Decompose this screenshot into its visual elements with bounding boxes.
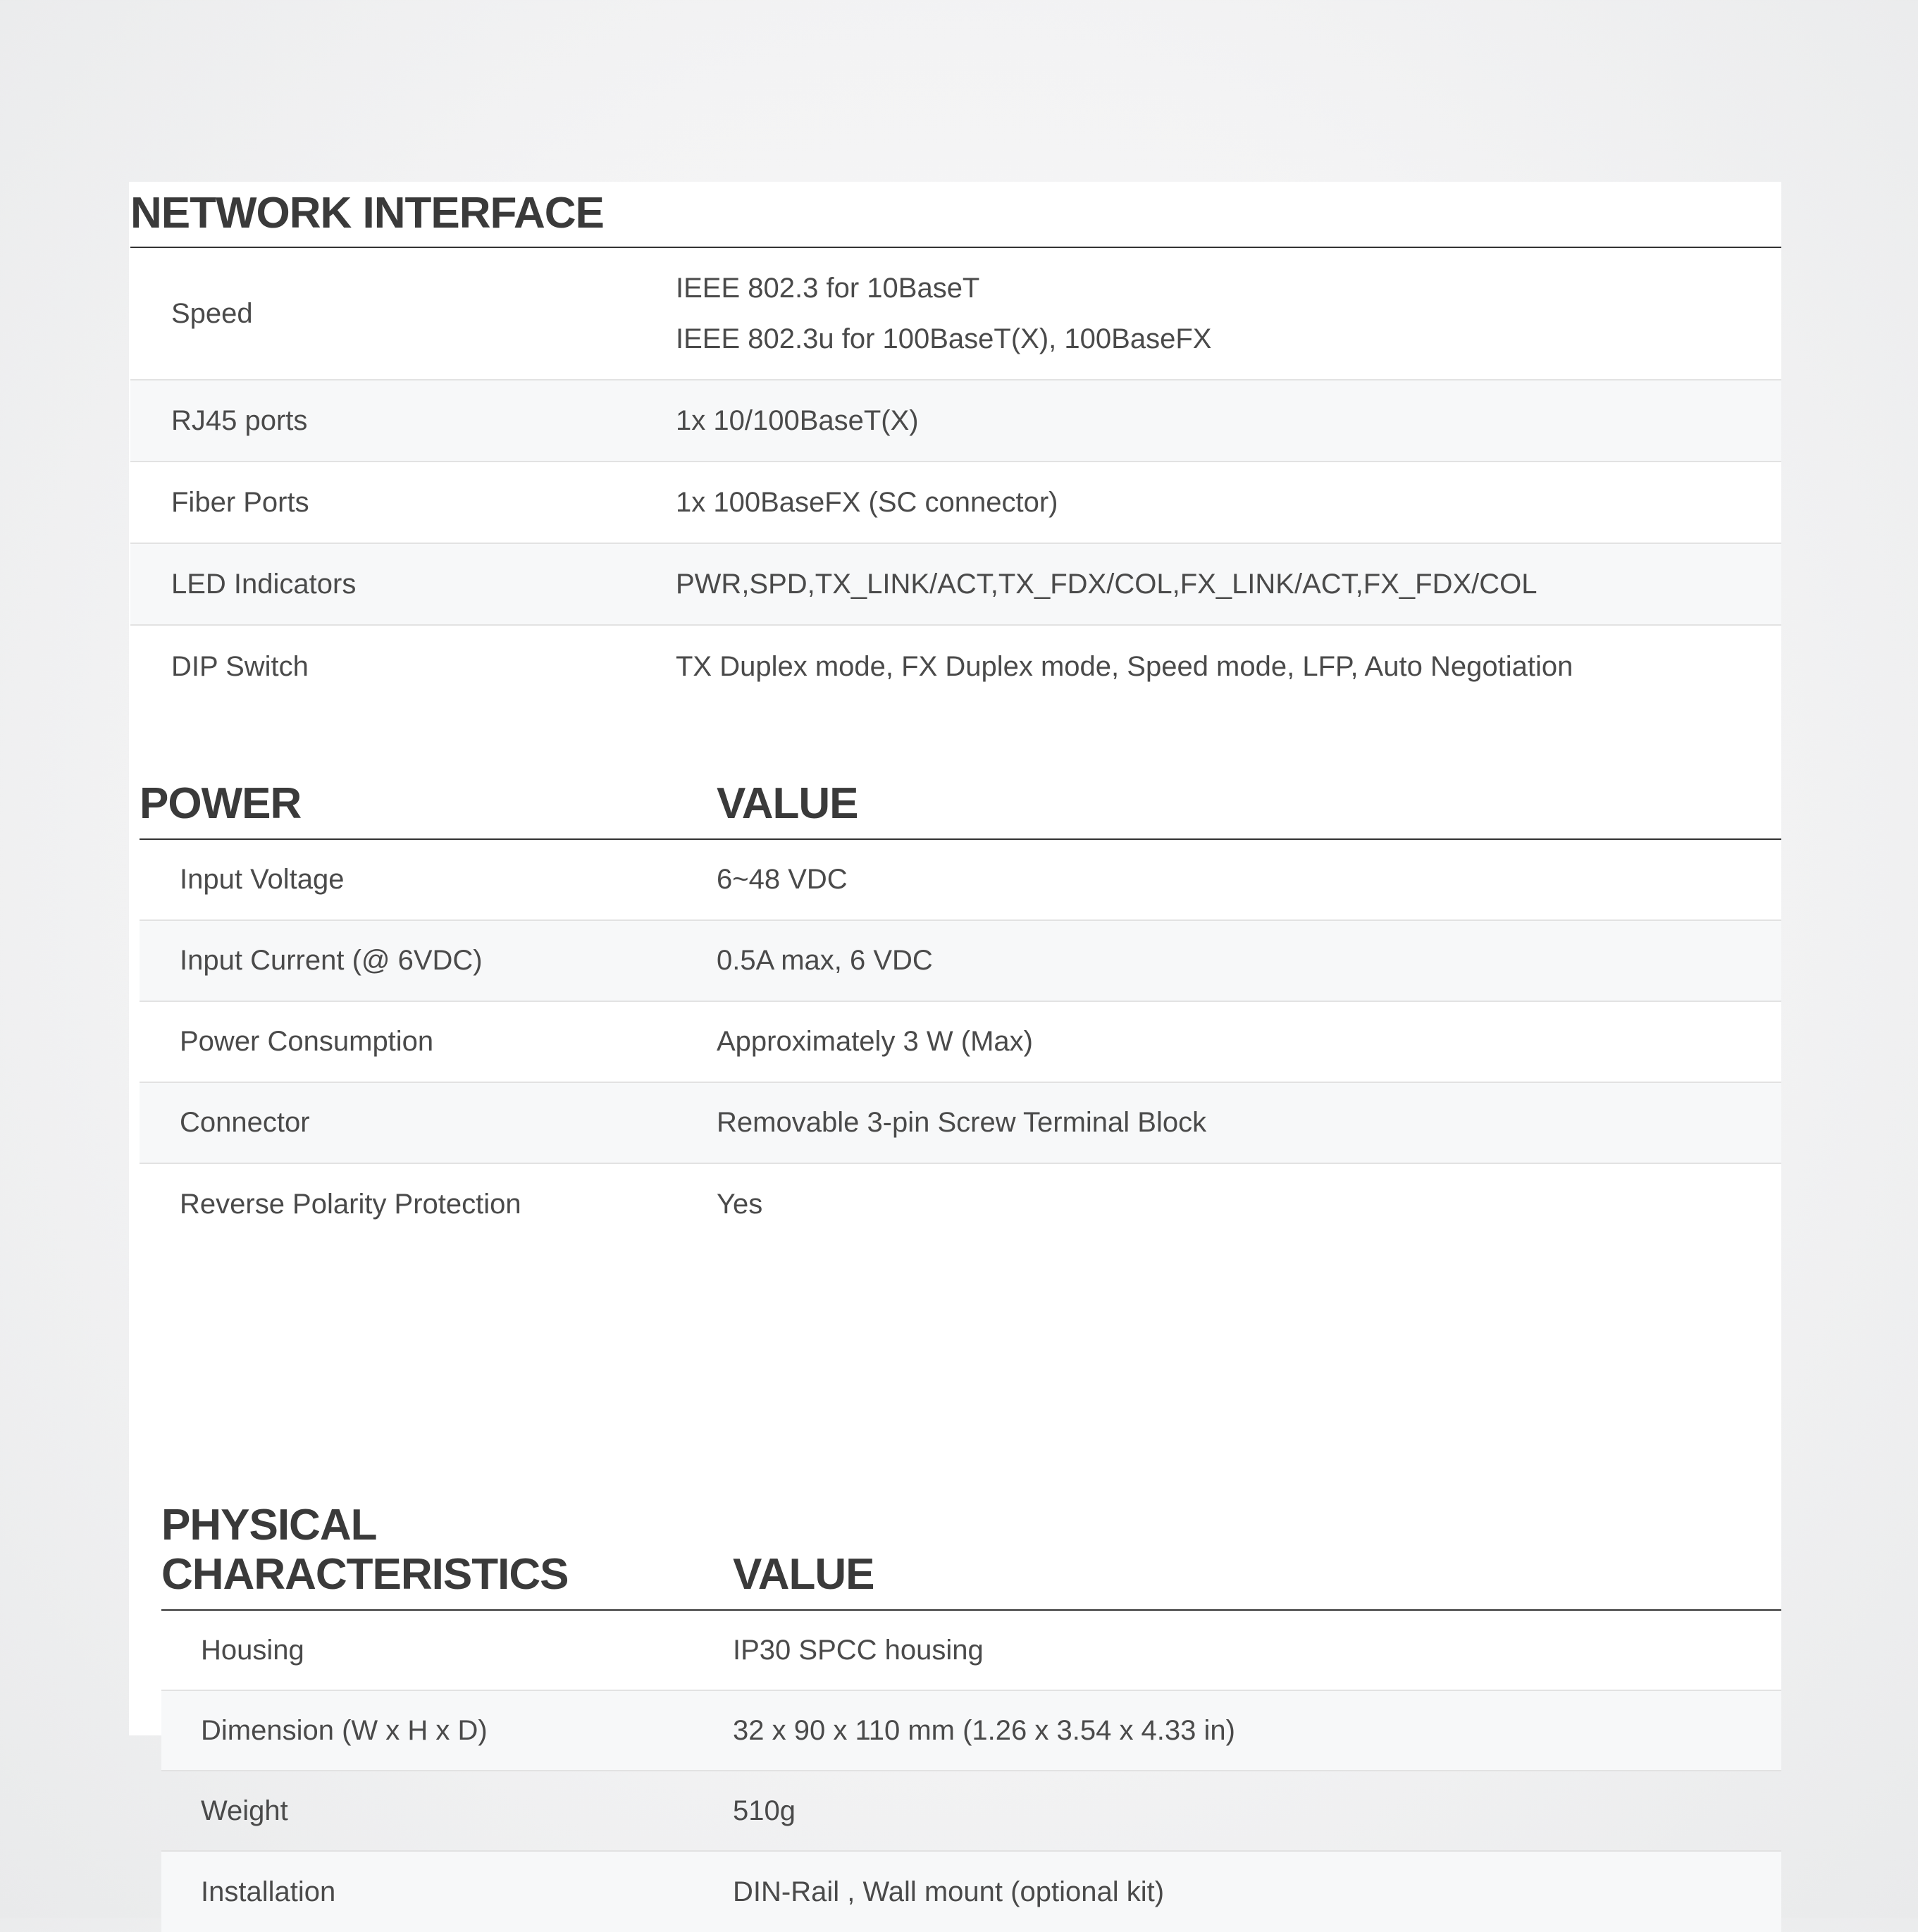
spec-value-line: IEEE 802.3u for 100BaseT(X), 100BaseFX (676, 323, 1212, 354)
spec-value: Approximately 3 W (Max) (717, 1026, 1033, 1057)
spec-row-installation (161, 1852, 1781, 1932)
spec-value: 32 x 90 x 110 mm (1.26 x 3.54 x 4.33 in) (733, 1714, 1235, 1746)
network-interface-section (130, 182, 1781, 707)
power-section-title: POWER (140, 779, 302, 828)
spec-label: Input Voltage (180, 864, 345, 895)
spec-label: Weight (201, 1795, 288, 1826)
spec-row-power-consumption (140, 1002, 1781, 1083)
spec-value: Yes (717, 1189, 763, 1220)
spec-panel (129, 182, 1781, 1907)
spec-label: Dimension (W x H x D) (201, 1714, 488, 1746)
spec-value (676, 263, 1781, 364)
spec-label: RJ45 ports (171, 404, 308, 436)
spec-value: 6~48 VDC (717, 864, 848, 895)
spec-label: Housing (201, 1634, 304, 1666)
spec-row-housing (161, 1611, 1781, 1691)
spec-value: PWR,SPD,TX_LINK/ACT,TX_FDX/COL,FX_LINK/ACT,FX_FDX/COL (676, 568, 1538, 600)
spec-value: TX Duplex mode, FX Duplex mode, Speed mode, LFP, Auto Negotiation (676, 650, 1573, 682)
physical-section (161, 1315, 1781, 1932)
spec-row-led-indicators (130, 544, 1781, 626)
network-section-header (130, 182, 1781, 248)
spec-label: Reverse Polarity Protection (180, 1189, 521, 1220)
spec-row-connector (140, 1083, 1781, 1164)
spec-value: DIN-Rail , Wall mount (optional kit) (733, 1876, 1165, 1907)
spec-label: Power Consumption (180, 1026, 434, 1057)
spec-label: Fiber Ports (171, 486, 309, 518)
spec-value: Removable 3-pin Screw Terminal Block (717, 1107, 1207, 1138)
spec-row-weight (161, 1771, 1781, 1852)
spec-label: Speed (171, 297, 253, 329)
spec-value: 510g (733, 1795, 796, 1826)
spec-value: 1x 10/100BaseT(X) (676, 404, 919, 436)
physical-title-line: CHARACTERISTICS (161, 1550, 569, 1599)
spec-label: Installation (201, 1876, 336, 1907)
spec-label: Input Current (@ 6VDC) (180, 945, 483, 976)
power-section (140, 768, 1781, 1245)
spec-row-input-voltage (140, 840, 1781, 921)
spec-value: 0.5A max, 6 VDC (717, 945, 933, 976)
power-value-header: VALUE (717, 779, 858, 828)
physical-section-title (161, 1501, 733, 1599)
spec-row-rj45-ports (130, 380, 1781, 462)
spec-row-dimension (161, 1691, 1781, 1771)
physical-section-header (161, 1315, 1781, 1611)
spec-row-speed (130, 248, 1781, 380)
spec-value-line: IEEE 802.3 for 10BaseT (676, 273, 980, 304)
spec-row-dip-switch (130, 626, 1781, 707)
power-section-header (140, 768, 1781, 840)
physical-title-line: PHYSICAL (161, 1501, 377, 1549)
spec-label: LED Indicators (171, 568, 357, 600)
spec-label: Connector (180, 1107, 310, 1138)
spec-value: 1x 100BaseFX (SC connector) (676, 486, 1058, 518)
spec-label: DIP Switch (171, 650, 309, 682)
spec-row-fiber-ports (130, 462, 1781, 544)
network-section-title: NETWORK INTERFACE (130, 189, 604, 237)
spec-row-input-current (140, 921, 1781, 1002)
physical-value-header: VALUE (733, 1550, 874, 1599)
spec-row-reverse-polarity (140, 1164, 1781, 1245)
spec-value: IP30 SPCC housing (733, 1634, 984, 1666)
